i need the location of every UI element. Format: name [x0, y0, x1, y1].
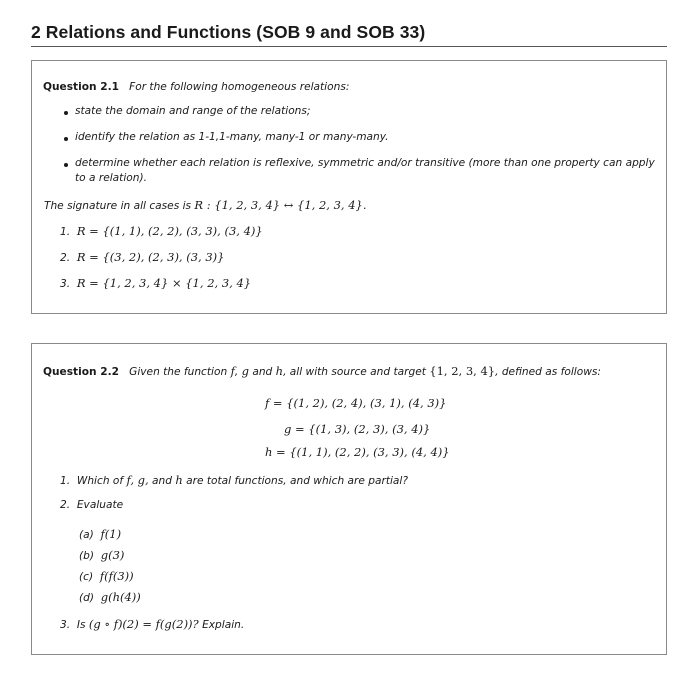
bullet-icon [64, 163, 68, 167]
math-set: {1, 2, 3, 4} [429, 364, 496, 378]
section-title: 2 Relations and Functions (SOB 9 and SOB 33) [31, 22, 667, 47]
item-math: f, g, [126, 473, 149, 487]
subitem-d [79, 590, 141, 604]
question-2-2-box [31, 343, 667, 655]
item-text: Which of [76, 475, 124, 487]
relation-item-3 [60, 276, 251, 290]
question-label: Question 2.2 [43, 366, 120, 378]
definition-f: f = {(1, 2), (2, 4), (3, 1), (4, 3)} [265, 396, 447, 410]
relation-math: R = {1, 2, 3, 4} × {1, 2, 3, 4} [76, 276, 252, 290]
subitem-math: g(h(4)) [100, 590, 141, 604]
item-text: Explain. [202, 619, 245, 631]
item-math: (g ∘ f)(2) = f(g(2))? [88, 617, 199, 631]
item-text: Evaluate [76, 499, 124, 511]
question-intro: Given the function [129, 366, 228, 378]
item-number: 1. [60, 475, 71, 487]
bullet-icon [64, 111, 68, 115]
item-number: 3. [60, 619, 71, 631]
item-number: 3. [60, 278, 71, 290]
question-item-3 [60, 617, 244, 631]
relation-item-1 [60, 224, 263, 238]
subitem-a [79, 527, 121, 541]
question-intro: For the following homogeneous relations: [129, 81, 350, 93]
item-text: are total functions, and which are partial? [186, 475, 408, 487]
bullet-text: state the domain and range of the relations; [75, 105, 311, 117]
subitem-label: (c) [79, 571, 94, 583]
relation-math: R = {(3, 2), (2, 3), (3, 3)} [76, 250, 225, 264]
question-2-1-box [31, 60, 667, 314]
math-g: g [241, 364, 249, 378]
relation-math: R = {(1, 1), (2, 2), (3, 3), (3, 4)} [76, 224, 263, 238]
question-label: Question 2.1 [43, 81, 120, 93]
bullet-text: identify the relation as 1-1,1-many, many-1 or many-many. [75, 131, 389, 143]
question-2-2-header [43, 364, 601, 378]
math-f: f [230, 364, 235, 378]
definition-h: h = {(1, 1), (2, 2), (3, 3), (4, 4)} [265, 445, 450, 459]
signature-text: The signature in all cases is [44, 200, 192, 212]
item-number: 2. [60, 252, 71, 264]
question-item-1 [60, 473, 408, 487]
question-item-2 [60, 499, 123, 511]
item-math: h [175, 473, 183, 487]
subitem-math: f(1) [100, 527, 122, 541]
subitem-label: (d) [79, 592, 94, 604]
subitem-math: f(f(3)) [99, 569, 134, 583]
item-number: 1. [60, 226, 71, 238]
bullet-text: determine whether each relation is reflexive, symmetric and/or transitive (more than one property can apply [75, 157, 655, 169]
subitem-label: (b) [79, 550, 94, 562]
subitem-c [79, 569, 134, 583]
bullet-text-continued: to a relation). [75, 172, 147, 184]
math-h: h [275, 364, 284, 378]
item-text: Is [76, 619, 86, 631]
signature-line [44, 198, 367, 212]
subitem-math: g(3) [100, 548, 125, 562]
intro-end: , defined as follows: [495, 366, 601, 378]
intro-continued: , all with source and target [283, 366, 426, 378]
subitem-b [79, 548, 124, 562]
definition-g: g = {(1, 3), (2, 3), (3, 4)} [284, 422, 431, 436]
item-text: and [152, 475, 172, 487]
comma: , [234, 366, 239, 378]
subitem-label: (a) [79, 529, 94, 541]
relation-item-2 [60, 250, 224, 264]
and-text: and [252, 366, 273, 378]
bullet-icon [64, 137, 68, 141]
question-2-1-header [43, 81, 349, 93]
signature-math: R : {1, 2, 3, 4} ↔ {1, 2, 3, 4}. [194, 198, 367, 212]
item-number: 2. [60, 499, 71, 511]
